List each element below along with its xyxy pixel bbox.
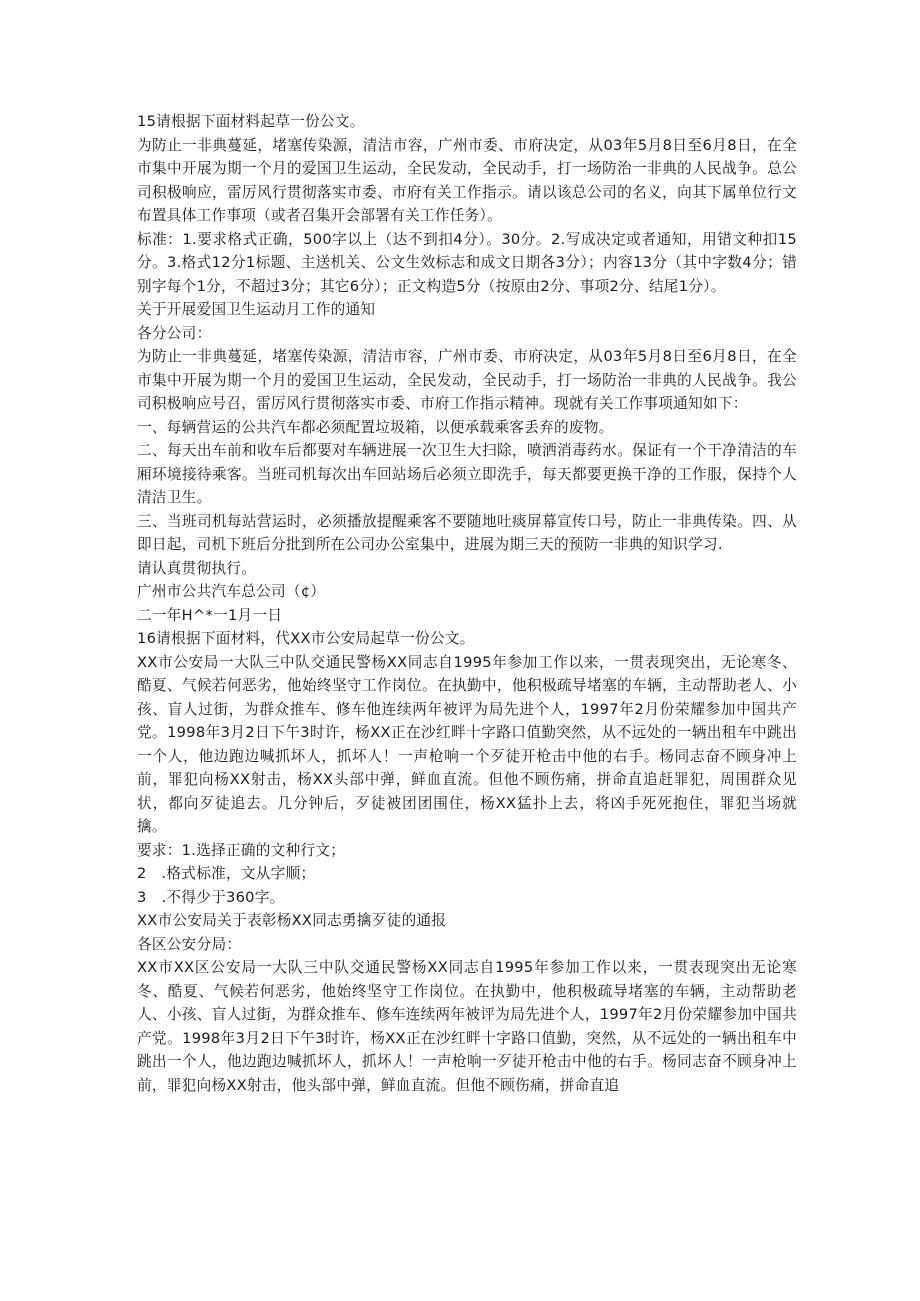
question-16-heading: 16请根据下面材料，代XX市公安局起草一份公文。: [137, 630, 475, 647]
notice-date: 二一年H^*一1月一日: [137, 606, 283, 624]
question-15-material: 为防止一非典蔓延，堵塞传染源，清洁市容，广州市委、市府决定，从03年5月8日至6月8日，在全市集中开展为期一个月的爱国卫生运动，全民发动，全民动手，打一场防治一非典的人民战争。总公司积极响应，雷厉风行贯彻落实市委、市府有关工作指示。请以该总公司的名义，向其下属单位行文布置具体工作事项（或者召集开会部署有关工作任务）。: [137, 136, 797, 224]
bulletin-body: XX市XX区公安局一大队三中队交通民警杨XX同志自1995年参加工作以来，一贯表现突出无论寒冬、酷夏、气候若何恶劣，他始终坚守工作岗位。在执勤中，他积极疏导堵塞的车辆，主动帮助老人、小孩、盲人过街，为群众推车、修车连续两年被评为局先进个人，1997年2月份荣耀参加中国共产党。1998年3月2日下午3时许，杨XX正在沙红畔十字路口值勤，突然，从不远处的一辆出租车中跳出一个人，他边跑边喊抓坏人，抓坏人！一声枪响一歹徒开枪击中他的右手。杨同志奋不顾身冲上前，罪犯向杨XX射击，他头部中弹，鲜血直流。但他不顾伤痛，拼命直追: [137, 959, 797, 1094]
document-body: [137, 110, 797, 1097]
notice-recipient: 各分公司：: [137, 324, 212, 342]
requirement-2: 2 .格式标准，文从字顺；: [137, 865, 316, 882]
bulletin-recipient: 各区公安分局：: [137, 935, 242, 953]
bulletin-title: XX市公安局关于表彰杨XX同志勇擒歹徒的通报: [137, 912, 447, 929]
question-16-material: XX市公安局一大队三中队交通民警杨XX同志自1995年参加工作以来，一贯表现突出，无论寒冬、酷夏、气候若何恶劣，他始终坚守工作岗位。在执勤中，他积极疏导堵塞的车辆，主动帮助老人、小孩、盲人过街，为群众推车、修车他连续两年被评为局先进个人，1997年2月份荣耀参加中国共产党。1998年3月2日下午3时许，杨XX正在沙红畔十字路口值勤突然，从不远处的一辆出租车中跳出一个人，他边跑边喊抓坏人，抓坏人！一声枪响一个歹徒开枪击中他的右手。杨同志奋不顾身冲上前，罪犯向杨XX射击，杨XX头部中弹，鲜血直流。但他不顾伤痛，拼命直追赶罪犯，周围群众见状，都向歹徒追去。几分钟后，歹徒被团团围住，杨XX猛扑上去，将凶手死死抱住，罪犯当场就擒。: [137, 653, 797, 835]
requirement-3: 3 .不得少于360字。: [137, 888, 285, 906]
question-15-criteria: 标准：1.要求格式正确，500字以上（达不到扣4分）。30分。2.写成决定或者通知，用错文种扣15分。3.格式12分1标题、主送机关、公文生效标志和成文日期各3分）；内容13分（其中字数4分；错别字每个1分，不超过3分；其它6分）；正文构造5分（按原由2分、事项2分、结尾1分）。: [137, 230, 797, 295]
notice-closing: 请认真贯彻执行。: [137, 559, 257, 577]
notice-item-3-4: 三、当班司机每站营运时，必须播放提醒乘客不要随地吐痰屏幕宣传口号，防止一非典传染。四、从即日起，司机下班后分批到所在公司办公室集中，进展为期三天的预防一非典的知识学习.: [137, 512, 797, 553]
notice-item-2: 二、每天出车前和收车后都要对车辆进展一次卫生大扫除，喷洒消毒药水。保证有一个干净清洁的车厢环境接待乘客。当班司机每次出车回站场后必须立即洗手，每天都要更换干净的工作服，保持个人清洁卫生。: [137, 442, 797, 506]
notice-issuer: 广州市公共汽车总公司（¢）: [137, 583, 326, 600]
notice-item-1: 一、每辆营运的公共汽车都必须配置垃圾箱，以便承载乘客丢弃的废物。: [137, 418, 614, 436]
requirement-1: 要求：1.选择正确的文种行文；: [137, 841, 346, 859]
question-15-heading: 15请根据下面材料起草一份公文。: [137, 113, 365, 130]
notice-intro: 为防止一非典蔓延，堵塞传染源，清洁市容，广州市委、市府决定，从03年5月8日至6月8日，在全市集中开展为期一个月的爱国卫生运动，全民发动，全民动手，打一场防治一非典的人民战争。我公司积极响应号召，雷厉风行贯彻落实市委、市府工作指示精神。现就有关工作事项通知如下：: [137, 348, 797, 412]
notice-title: 关于开展爱国卫生运动月工作的通知: [137, 301, 376, 318]
